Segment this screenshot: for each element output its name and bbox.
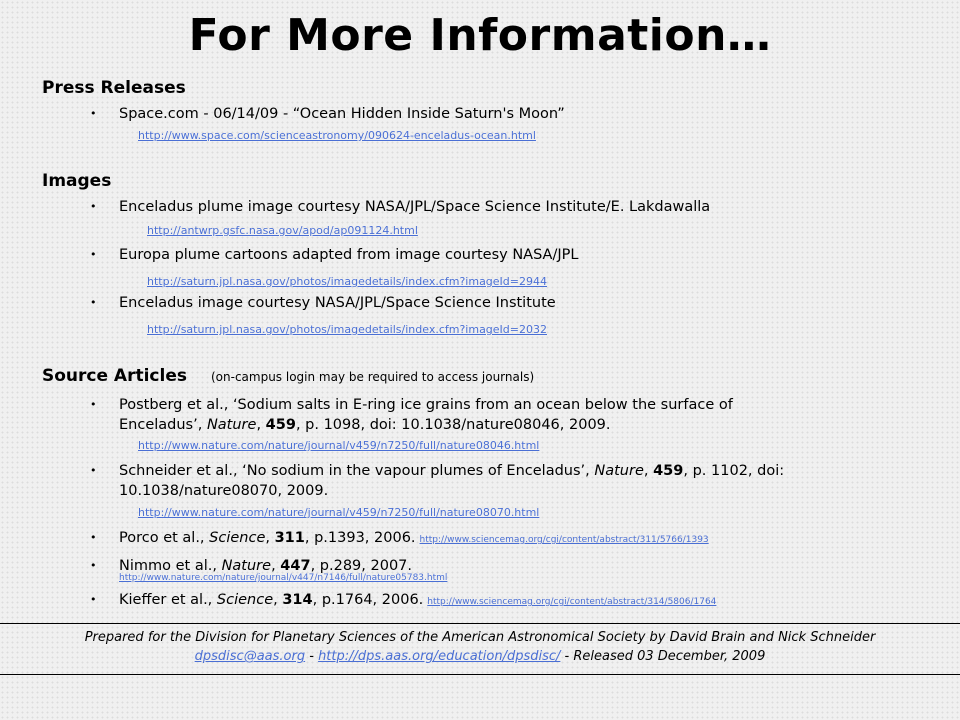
press-item-link[interactable]: http://www.space.com/scienceastronomy/090624-enceladus-ocean.html [138,129,536,142]
bullet-icon: • [90,559,97,572]
images-heading: Images [42,171,112,191]
footer-credit: Prepared for the Division for Planetary Sciences of the American Astronomical Society by David Brain and Nick Schneider [84,630,876,645]
page-title: For More Information… [188,10,772,61]
source-item-link[interactable]: http://www.nature.com/nature/journal/v447/n7146/full/nature05783.html [119,573,448,583]
source-item-link[interactable]: http://www.sciencemag.org/cgi/content/abstract/311/5766/1393 [419,535,709,545]
image-item-link[interactable]: http://antwrp.gsfc.nasa.gov/apod/ap091124.html [147,224,418,237]
email-link[interactable]: dpsdisc@aas.org [194,649,306,664]
bullet-icon: • [90,593,97,606]
image-item-text: Europa plume cartoons adapted from image courtesy NASA/JPL [119,247,579,263]
press-item-text: Space.com - 06/14/09 - “Ocean Hidden Inside Saturn's Moon” [119,106,565,122]
source-item-text: Nimmo et al., Nature, 447, p.289, 2007. [119,558,412,574]
bullet-icon: • [90,200,97,213]
source-item-text: Postberg et al., ‘Sodium salts in E-ring ice grains from an ocean below the surface of Enceladus’, Nature, 459, p. 1098, doi: 10.1038/nature08046, 2009. [119,397,733,433]
bullet-icon: • [90,464,97,477]
bullet-icon: • [90,296,97,309]
source-item-link[interactable]: http://www.nature.com/nature/journal/v459/n7250/full/nature08070.html [138,506,540,519]
image-item-link[interactable]: http://saturn.jpl.nasa.gov/photos/imagedetails/index.cfm?imageId=2032 [147,323,547,336]
bullet-icon: • [90,531,97,544]
source-articles-heading [42,366,534,386]
bullet-icon: • [90,107,97,120]
footer-bottom-rule [0,674,960,675]
footer-top-rule [0,623,960,624]
dpsdisc-link[interactable]: http://dps.aas.org/education/dpsdisc/ [318,649,561,664]
image-item-text: Enceladus plume image courtesy NASA/JPL/Space Science Institute/E. Lakdawalla [119,199,711,215]
source-item-text: Schneider et al., ‘No sodium in the vapour plumes of Enceladus’, Nature, 459, p. 1102, doi: 10.1038/nature08070, 2009. [119,463,785,499]
footer-links: dpsdisc@aas.org - http://dps.aas.org/education/dpsdisc/ - Released 03 December, 2009 [194,649,766,664]
source-articles-title: Source Articles [42,366,187,386]
source-item-link[interactable]: http://www.sciencemag.org/cgi/content/abstract/314/5806/1764 [427,597,717,607]
login-note: (on-campus login may be required to access journals) [210,370,535,384]
source-item-link[interactable]: http://www.nature.com/nature/journal/v459/n7250/full/nature08046.html [138,439,540,452]
image-item-text: Enceladus image courtesy NASA/JPL/Space Science Institute [119,295,556,311]
press-releases-heading: Press Releases [42,78,186,98]
source-item-text: Kieffer et al., Science, 314, p.1764, 2006. http://www.sciencemag.org/cgi/content/abstract/314/5806/1764 [119,592,717,608]
image-item-link[interactable]: http://saturn.jpl.nasa.gov/photos/imagedetails/index.cfm?imageId=2944 [147,275,547,288]
source-item-text: Porco et al., Science, 311, p.1393, 2006. http://www.sciencemag.org/cgi/content/abstract/311/5766/1393 [119,530,709,546]
bullet-icon: • [90,398,97,411]
bullet-icon: • [90,248,97,261]
